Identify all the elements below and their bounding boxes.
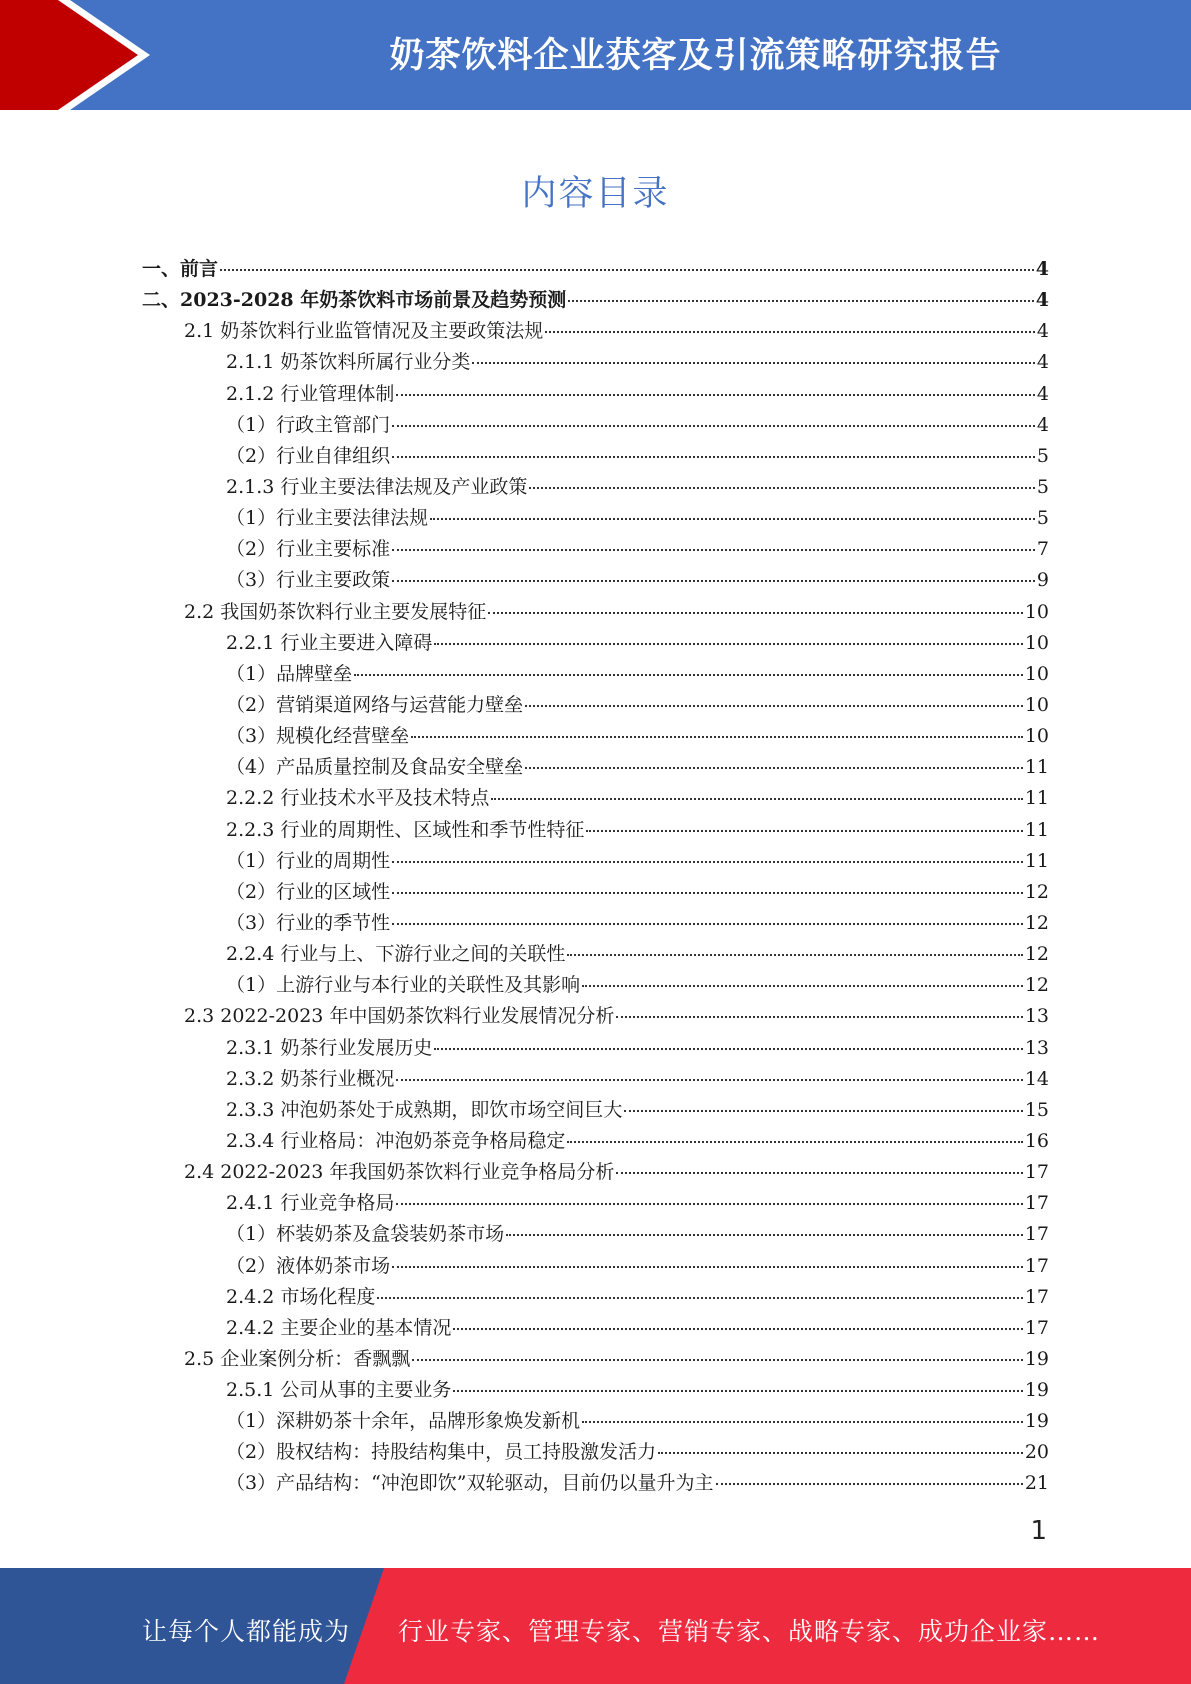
toc-dot-leader	[525, 701, 1023, 707]
toc-entry-page: 17	[1024, 1223, 1049, 1246]
toc-entry-page: 17	[1024, 1316, 1049, 1339]
toc-dot-leader	[392, 576, 1035, 582]
toc-dot-leader	[582, 1417, 1023, 1423]
toc-entry-title: 2.4.1 行业竞争格局	[226, 1192, 395, 1215]
toc-entry-page: 13	[1024, 1005, 1049, 1028]
toc-dot-leader	[568, 296, 1034, 302]
toc-entry[interactable]	[142, 285, 1049, 316]
toc-entry[interactable]	[142, 441, 1049, 472]
toc-dot-leader	[392, 421, 1035, 427]
toc-dot-leader	[434, 1044, 1022, 1050]
toc-dot-leader	[430, 514, 1035, 520]
toc-dot-leader	[616, 1012, 1022, 1018]
toc-entry[interactable]	[142, 1157, 1049, 1188]
toc-entry[interactable]	[142, 565, 1049, 596]
toc-entry-title: 2.5 企业案例分析：香飘飘	[184, 1347, 411, 1370]
toc-entry[interactable]	[142, 316, 1049, 347]
toc-entry-title: 2.2.4 行业与上、下游行业之间的关联性	[226, 943, 566, 966]
toc-entry-page: 14	[1024, 1067, 1049, 1090]
toc-dot-leader	[716, 1479, 1023, 1485]
toc-dot-leader	[586, 826, 1022, 832]
toc-entry[interactable]	[142, 1095, 1049, 1126]
toc-dot-leader	[472, 358, 1035, 364]
toc-entry-page: 11	[1024, 849, 1049, 872]
toc-dot-leader	[392, 545, 1035, 551]
toc-entry-title: 一、前言	[142, 258, 219, 280]
toc-entry[interactable]	[142, 815, 1049, 846]
toc-dot-leader	[220, 265, 1034, 271]
toc-entry-page: 19	[1024, 1410, 1049, 1433]
toc-entry-title: 2.4.2 市场化程度	[226, 1285, 376, 1308]
toc-entry[interactable]	[142, 628, 1049, 659]
toc-entry-title: （2）行业主要标准	[226, 538, 391, 561]
toc-entry-page: 20	[1024, 1441, 1049, 1464]
toc-entry-title: （1）上游行业与本行业的关联性及其影响	[226, 974, 581, 997]
toc-entry-page: 13	[1024, 1036, 1049, 1059]
toc-entry-page: 11	[1024, 787, 1049, 810]
toc-entry-title: （1）杯装奶茶及盒袋装奶茶市场	[226, 1223, 505, 1246]
toc-entry[interactable]	[142, 347, 1049, 378]
toc-entry[interactable]	[142, 1064, 1049, 1095]
toc-dot-leader	[545, 327, 1035, 333]
toc-dot-leader	[491, 794, 1022, 800]
toc-entry[interactable]	[142, 254, 1049, 285]
toc-entry-page: 11	[1024, 756, 1049, 779]
toc-dot-leader	[434, 639, 1022, 645]
toc-dot-leader	[392, 919, 1023, 925]
toc-entry-page: 7	[1036, 538, 1049, 561]
toc-entry[interactable]	[142, 1313, 1049, 1344]
toc-entry[interactable]	[142, 721, 1049, 752]
toc-entry-page: 9	[1036, 569, 1049, 592]
toc-dot-leader	[392, 452, 1035, 458]
toc-dot-leader	[506, 1230, 1023, 1236]
toc-entry-title: 2.2 我国奶茶饮料行业主要发展特征	[184, 600, 487, 623]
toc-entry-page: 4	[1036, 413, 1049, 436]
report-title: 奶茶饮料企业获客及引流策略研究报告	[389, 36, 1002, 76]
toc-entry-page: 5	[1036, 475, 1049, 498]
toc-dot-leader	[411, 732, 1023, 738]
toc-entry-title: 2.2.1 行业主要进入障碍	[226, 631, 433, 654]
toc-entry[interactable]	[142, 1033, 1049, 1064]
toc-dot-leader	[453, 1386, 1022, 1392]
toc-entry[interactable]	[142, 1001, 1049, 1032]
toc-dot-leader	[488, 608, 1023, 614]
toc-entry[interactable]	[142, 877, 1049, 908]
toc-entry[interactable]	[142, 410, 1049, 441]
toc-entry-title: 2.3.2 奶茶行业概况	[226, 1067, 395, 1090]
table-of-contents	[142, 254, 1049, 1500]
toc-entry[interactable]	[142, 752, 1049, 783]
toc-entry-page: 19	[1024, 1347, 1049, 1370]
toc-entry-page: 5	[1036, 507, 1049, 530]
toc-dot-leader	[525, 763, 1023, 769]
toc-entry-page: 10	[1024, 631, 1049, 654]
toc-entry-page: 17	[1024, 1161, 1049, 1184]
toc-entry-title: （2）行业自律组织	[226, 444, 391, 467]
toc-entry[interactable]	[142, 659, 1049, 690]
toc-dot-leader	[396, 1075, 1022, 1081]
toc-entry[interactable]	[142, 1219, 1049, 1250]
toc-entry-page: 4	[1035, 289, 1049, 312]
toc-entry-title: 2.3 2022-2023 年中国奶茶饮料行业发展情况分析	[184, 1005, 615, 1028]
toc-entry-page: 12	[1024, 911, 1049, 934]
toc-entry-title: 2.2.2 行业技术水平及技术特点	[226, 787, 490, 810]
toc-dot-leader	[582, 981, 1023, 987]
toc-entry-title: 2.1 奶茶饮料行业监管情况及主要政策法规	[184, 320, 544, 343]
toc-dot-leader	[658, 1448, 1023, 1454]
toc-entry-page: 11	[1024, 818, 1049, 841]
page-number: 1	[1030, 1516, 1047, 1546]
toc-dot-leader	[616, 1168, 1022, 1174]
toc-entry[interactable]	[142, 1126, 1049, 1157]
toc-entry-page: 10	[1024, 693, 1049, 716]
toc-entry-page: 16	[1024, 1129, 1049, 1152]
toc-entry-title: 2.1.2 行业管理体制	[226, 382, 395, 405]
toc-dot-leader	[567, 1137, 1022, 1143]
toc-entry-page: 12	[1024, 974, 1049, 997]
toc-entry[interactable]	[142, 690, 1049, 721]
toc-entry[interactable]	[142, 970, 1049, 1001]
toc-dot-leader	[412, 1355, 1023, 1361]
page-header	[0, 0, 1191, 110]
toc-entry[interactable]	[142, 472, 1049, 503]
toc-entry-title: （3）规模化经营壁垒	[226, 725, 410, 748]
toc-entry-title: （1）行政主管部门	[226, 413, 391, 436]
toc-entry-page: 10	[1024, 662, 1049, 685]
toc-dot-leader	[377, 1293, 1022, 1299]
toc-entry-title: （1）深耕奶茶十余年，品牌形象焕发新机	[226, 1410, 581, 1433]
toc-entry[interactable]	[142, 1375, 1049, 1406]
toc-entry-title: （1）行业的周期性	[226, 849, 391, 872]
toc-entry-title: 二、2023-2028 年奶茶饮料市场前景及趋势预测	[142, 289, 567, 312]
toc-dot-leader	[392, 888, 1023, 894]
toc-entry-title: （1）行业主要法律法规	[226, 507, 429, 530]
toc-dot-leader	[567, 950, 1022, 956]
toc-dot-leader	[396, 1199, 1022, 1205]
toc-entry[interactable]	[142, 1406, 1049, 1437]
toc-entry[interactable]	[142, 1188, 1049, 1219]
toc-entry-title: （4）产品质量控制及食品安全壁垒	[226, 756, 524, 779]
toc-entry-title: 2.1.1 奶茶饮料所属行业分类	[226, 351, 471, 374]
toc-entry-title: （3）行业的季节性	[226, 911, 391, 934]
page-footer	[0, 1568, 1191, 1684]
toc-entry[interactable]	[142, 1282, 1049, 1313]
toc-entry-title: （2）营销渠道网络与运营能力壁垒	[226, 693, 524, 716]
toc-entry-title: 2.5.1 公司从事的主要业务	[226, 1379, 452, 1402]
toc-entry-title: （2）液体奶茶市场	[226, 1254, 391, 1277]
toc-entry[interactable]	[142, 846, 1049, 877]
toc-dot-leader	[529, 483, 1035, 489]
toc-entry[interactable]	[142, 534, 1049, 565]
toc-entry-title: （2）行业的区域性	[226, 880, 391, 903]
toc-entry-title: （3）行业主要政策	[226, 569, 391, 592]
footer-slogan-right: 行业专家、管理专家、营销专家、战略专家、成功企业家……	[398, 1617, 1101, 1646]
toc-entry-title: 2.2.3 行业的周期性、区域性和季节性特征	[226, 818, 585, 841]
toc-entry-title: （3）产品结构：“冲泡即饮”双轮驱动，目前仍以量升为主	[226, 1472, 714, 1495]
toc-entry-page: 15	[1024, 1098, 1049, 1121]
toc-entry[interactable]	[142, 908, 1049, 939]
toc-entry-title: 2.1.3 行业主要法律法规及产业政策	[226, 475, 528, 498]
toc-entry-page: 12	[1024, 880, 1049, 903]
toc-entry-title: 2.3.1 奶茶行业发展历史	[226, 1036, 433, 1059]
toc-entry[interactable]	[142, 503, 1049, 534]
footer-slogan-left: 让每个人都能成为	[142, 1617, 351, 1646]
toc-entry[interactable]	[142, 597, 1049, 628]
toc-entry-page: 12	[1024, 943, 1049, 966]
toc-dot-leader	[453, 1324, 1022, 1330]
toc-dot-leader	[392, 857, 1023, 863]
toc-entry[interactable]	[142, 1437, 1049, 1468]
toc-entry[interactable]	[142, 379, 1049, 410]
toc-entry-page: 4	[1035, 258, 1049, 280]
toc-entry-title: 2.3.3 冲泡奶茶处于成熟期，即饮市场空间巨大	[226, 1098, 623, 1121]
toc-entry[interactable]	[142, 1468, 1049, 1499]
toc-entry-page: 17	[1024, 1192, 1049, 1215]
toc-entry-title: （1）品牌壁垒	[226, 662, 353, 685]
toc-dot-leader	[396, 390, 1035, 396]
toc-entry-page: 5	[1036, 444, 1049, 467]
toc-entry-page: 21	[1024, 1472, 1049, 1495]
toc-entry-page: 4	[1036, 351, 1049, 374]
toc-entry[interactable]	[142, 783, 1049, 814]
toc-dot-leader	[392, 1262, 1023, 1268]
toc-dot-leader	[624, 1106, 1022, 1112]
toc-entry[interactable]	[142, 939, 1049, 970]
toc-entry[interactable]	[142, 1251, 1049, 1282]
toc-entry-title: 2.3.4 行业格局：冲泡奶茶竞争格局稳定	[226, 1129, 566, 1152]
toc-entry-title: （2）股权结构：持股结构集中，员工持股激发活力	[226, 1441, 657, 1464]
toc-entry-page: 19	[1024, 1379, 1049, 1402]
toc-entry-title: 2.4 2022-2023 年我国奶茶饮料行业竞争格局分析	[184, 1161, 615, 1184]
toc-entry-page: 4	[1036, 320, 1049, 343]
toc-entry-page: 17	[1024, 1254, 1049, 1277]
toc-entry-page: 10	[1024, 725, 1049, 748]
toc-entry-page: 17	[1024, 1285, 1049, 1308]
toc-entry-page: 4	[1036, 382, 1049, 405]
toc-dot-leader	[354, 670, 1023, 676]
toc-heading: 内容目录	[521, 174, 670, 214]
toc-entry[interactable]	[142, 1344, 1049, 1375]
toc-entry-title: 2.4.2 主要企业的基本情况	[226, 1316, 452, 1339]
toc-entry-page: 10	[1024, 600, 1049, 623]
